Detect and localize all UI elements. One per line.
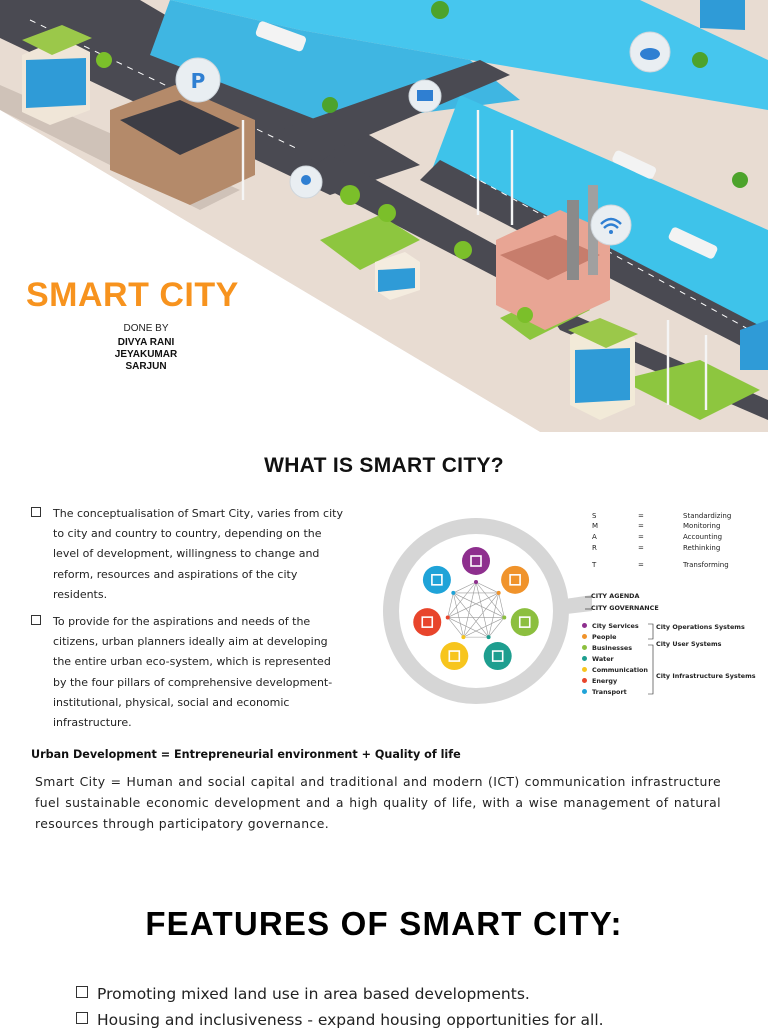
location-pin-icon [290, 166, 322, 198]
bullet-box-icon [31, 615, 41, 625]
done-by-label: DONE BY [123, 323, 169, 334]
city-governance-label: CITY GOVERNANCE [591, 604, 659, 612]
network-dot [497, 591, 501, 595]
smart-letter: R [592, 544, 597, 552]
bullet-line: by the four pillars of comprehensive development- [53, 675, 333, 689]
bullet-line: institutional, physical, social and economic [53, 695, 290, 709]
mail-icon [409, 80, 441, 112]
section-heading-features: FEATURES OF SMART CITY: [145, 905, 623, 942]
cover-illustration [0, 0, 768, 432]
legend-label: Communication [592, 666, 648, 674]
legend-dot [582, 667, 587, 672]
legend-item [582, 677, 617, 685]
system-label: City Infrastructure Systems [656, 672, 756, 680]
legend-item [582, 633, 617, 641]
legend-label: People [592, 633, 617, 641]
author-name: JEYAKUMAR [114, 349, 178, 360]
section-heading-what: WHAT IS SMART CITY? [264, 454, 504, 477]
bullet-box-icon [76, 1012, 88, 1024]
smart-letter: T [592, 561, 597, 569]
bullet-item [31, 612, 361, 734]
system-label: City User Systems [656, 640, 722, 648]
power-tower-icon [413, 608, 441, 636]
smart-letter: M [592, 522, 599, 530]
bank-icon [462, 547, 490, 575]
legend-dot [582, 623, 587, 628]
legend-dot [582, 634, 587, 639]
cover-title: SMART CITY [26, 276, 239, 314]
legend-item [582, 666, 648, 674]
urban-development-equation: Urban Development = Entrepreneurial environment + Quality of life [31, 748, 461, 761]
bullet-box-icon [76, 986, 88, 998]
legend-item [582, 688, 627, 696]
water-drop-icon [484, 642, 512, 670]
network-dot [461, 635, 465, 639]
legend-dot [582, 678, 587, 683]
smart-city-definition: Smart City = Human and social capital and traditional and modern (ICT) communication infrastructure fuel sustainable economic development and a high quality of life, with a wise management of natural resources through participatory governance. [35, 774, 721, 831]
network-dot [487, 635, 491, 639]
feature-text: Promoting mixed land use in area based developments. [97, 985, 530, 1003]
network-dot [451, 591, 455, 595]
parking-icon [176, 58, 220, 102]
bullet-line: The conceptualisation of Smart City, varies from city [53, 507, 343, 520]
network-dot [446, 615, 450, 619]
network-dot [474, 580, 478, 584]
bullet-line: reform, resources and aspirations of the city [53, 567, 298, 581]
smart-city-diagram [380, 505, 768, 715]
legend-label: Businesses [592, 644, 633, 652]
bullet-line: to city and country to country, depending on the [53, 527, 322, 541]
smart-letter: S [592, 512, 597, 520]
cloud-icon [630, 32, 670, 72]
factory-icon [511, 608, 539, 636]
smart-word: Accounting [683, 533, 723, 541]
smart-letter: A [592, 533, 597, 541]
feature-item [76, 1011, 604, 1029]
bus-icon [423, 566, 451, 594]
bullet-line: residents. [53, 587, 108, 601]
bullet-line: level of development, willingness to change and [53, 547, 320, 561]
bullet-line: To provide for the aspirations and needs of the [53, 615, 311, 628]
legend-item [582, 644, 632, 652]
legend-label: City Services [592, 622, 639, 630]
legend-dot [582, 689, 587, 694]
system-label: City Operations Systems [656, 623, 745, 631]
bullet-box-icon [31, 507, 41, 517]
smart-word: Rethinking [683, 544, 721, 552]
legend-label: Water [592, 655, 614, 663]
bullet-line: the entire urban eco-system, which is represented [53, 655, 331, 669]
hand-icon [501, 566, 529, 594]
smart-word: Standardizing [683, 512, 732, 520]
legend-dot [582, 645, 587, 650]
smart-word: Transforming [683, 561, 729, 569]
wifi-icon [591, 205, 631, 245]
smart-sep: = [638, 533, 644, 541]
legend-label: Transport [592, 688, 627, 696]
legend-dot [582, 656, 587, 661]
legend-label: Energy [592, 677, 618, 685]
author-name: DIVYA RANI [117, 337, 175, 348]
smart-sep: = [638, 544, 644, 552]
power-tower-icon [440, 642, 468, 670]
legend-item [582, 655, 614, 663]
svg-text:P: P [190, 69, 206, 93]
author-name: SARJUN [125, 361, 167, 372]
smart-sep: = [638, 522, 644, 530]
feature-text: Housing and inclusiveness - expand housing opportunities for all. [97, 1011, 604, 1029]
city-agenda-label: CITY AGENDA [591, 592, 640, 600]
legend-item [582, 622, 639, 630]
network-dot [502, 615, 506, 619]
smart-word: Monitoring [683, 522, 721, 530]
bullet-line: infrastructure. [53, 716, 132, 730]
smart-sep: = [638, 512, 644, 520]
bullet-item [31, 504, 361, 606]
bullet-line: citizens, urban planners ideally aim at developing [53, 635, 328, 649]
feature-item [76, 985, 530, 1003]
smart-sep: = [638, 561, 644, 569]
